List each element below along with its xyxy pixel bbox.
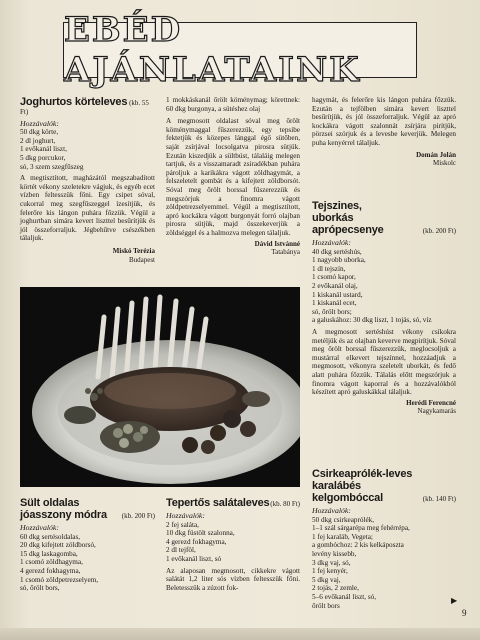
recipe-price: (kb. 200 Ft) [422, 227, 456, 235]
ingredient: 1 csomó zöldpetrezselyem, [20, 575, 99, 584]
recipe-instructions: A megmosott sertéshúst vékony csíkokra metéljük és az olajban keverve megpirítjuk. Sóval meg őrölt borssal fűszerezzük, meglocsoljuk a mustárral elkevert tejszínnel, hozzáadjuk a megmosott, vékonyra szeletelt uborkát, és fedő alatt puhára főzzük. Tálalás előtt megszórjuk a finomra vágott kaporral és a hozzávalókból készített apró galuskákkal tálaljuk. [312, 327, 456, 397]
recipe-title-line: aprópecsenye [312, 224, 384, 236]
ingredient: 2 evőkanál olaj, [312, 281, 358, 290]
ingredient: 5 dkg vaj, [312, 575, 341, 584]
ingredient: 5 dkg porcukor, [20, 153, 66, 162]
recipe-title-line: Csirkeaprólék-leves [312, 468, 413, 480]
ingredient: só, 3 szem szegfűszeg [20, 162, 84, 171]
ingredient: só, őrölt bors, [20, 584, 60, 593]
recipe-city: Budapest [128, 255, 155, 264]
ingredient: 60 dkg sertésoldalas, [20, 532, 81, 541]
ingredient: 1 dl tejszín, [312, 264, 346, 273]
recipe-price: (kb. 55 Ft) [20, 99, 149, 116]
page-number: 9 [462, 608, 467, 618]
recipe-price: (kb. 140 Ft) [422, 495, 456, 503]
section-title-box [63, 10, 417, 90]
recipe-title-line: jóasszony módra [20, 509, 107, 521]
ingredient: a gombóchoz: 2 kis kelkáposzta [312, 541, 404, 550]
recipe-price: (kb. 80 Ft) [270, 500, 300, 508]
recipe-sult-oldalas [20, 497, 155, 593]
recipe-title-line: kelgombóccal [312, 492, 383, 504]
recipe-title-line: Sült oldalas [20, 497, 80, 509]
ingredient: 1 csomó kapor, [312, 273, 356, 282]
dish-photo-illustration [20, 287, 300, 487]
ingredient: 50 dkg csirkeaprólék, [312, 515, 375, 524]
recipe-author: Herédi Ferencné [406, 398, 456, 407]
recipe-title: Joghurtos körteleves [20, 96, 128, 108]
ingredient: 2 dl joghurt, [20, 136, 56, 145]
recipe-tejszines-aprópecsenye [312, 200, 456, 416]
section-title: EBÉD AJÁNLATAINK [64, 10, 361, 90]
recipe-title: Tepertős salátaleves [166, 497, 270, 509]
recipe-csirkeaprolek-leves [312, 468, 456, 610]
recipe-city: Tatabánya [271, 248, 300, 257]
continue-arrow-icon: ▶ [451, 596, 458, 605]
ingredient: 4 gerezd fokhagyma, [20, 566, 81, 575]
ingredient: őrölt bors [312, 601, 340, 610]
ingredient: 1 kiskanál ecet, [312, 299, 357, 308]
ingredient: 1–1 szál sárgarépa meg fehérrépa, [312, 524, 410, 533]
ingredients-label: Hozzávalók: [312, 238, 351, 247]
recipe-author: Miskó Terézia [112, 246, 155, 255]
ingredient: 2 tojás, 2 zemle, [312, 584, 359, 593]
ingredient: levény kissebb, [312, 549, 357, 558]
ingredient: 20 dkg kifejtett zöldborsó, [20, 541, 96, 550]
ingredients-list [312, 248, 456, 325]
recipe-title-line: uborkás [312, 212, 354, 224]
ingredient: 4 gerezd fokhagyma, [166, 537, 227, 546]
ingredients-continued: 1 mokkáskanál őrölt köménymag; körettnek: 60 dkg burgonya, a sütéshez olaj [166, 96, 300, 113]
ingredient: 10 dkg füstölt szalonna, [166, 529, 235, 538]
ingredients-label: Hozzávalók: [20, 118, 59, 128]
dish-photo [20, 287, 300, 487]
ingredient: 1 fej kenyér, [312, 567, 348, 576]
ingredient: só, őrölt bors; [312, 307, 352, 316]
recipe-instructions: hagymát, és felerőre kis lángon puhára főzzük. Ezután a tejfölben simára kevert liszttel besűrítjük, és jól összeforraljuk. Végül az apró kockákra vágott szalonnát zsírjára pirítjük, pörzsei szórjuk és a levesbe keverjük. Melegen puha kenyérrel tálaljuk. [312, 96, 456, 147]
recipe-continued-top-right [312, 96, 456, 168]
ingredients-label: Hozzávalók: [312, 506, 351, 515]
ingredients-list [20, 533, 155, 593]
recipe-title-line: karalábés [312, 480, 361, 492]
recipe-author: Domán Jolán [416, 150, 456, 159]
ingredients-label: Hozzávalók: [166, 511, 205, 520]
ingredient: 5–6 evőkanál liszt, só, [312, 592, 377, 601]
ingredient: a galuskához: 30 dkg liszt, 1 tojás, só, víz [312, 316, 432, 325]
ingredient: 3 dkg vaj, só, [312, 558, 351, 567]
ingredients-label: Hozzávalók: [20, 523, 59, 532]
recipe-city: Miskolc [433, 159, 456, 168]
ingredient: 40 dkg sertéshús, [312, 247, 362, 256]
recipe-author: Dávid Istvánné [254, 239, 300, 248]
recipe-instructions: Az alaposan megmosott, cikkekre vágott salátát 1,2 liter sós vízben feltesszük főni. Beletesszük a zúzott fok- [166, 566, 300, 592]
ingredient: 50 dkg körte, [20, 128, 59, 137]
ingredient: 2 dl tejföl, [166, 546, 196, 555]
recipe-joghurtos-korteleves [20, 96, 155, 264]
ingredients-list [312, 516, 456, 611]
ingredient: 1 evőkanál liszt, só [166, 554, 222, 563]
recipe-title-line: Tejszines, [312, 200, 362, 212]
ingredient: 2 fej saláta, [166, 520, 199, 529]
recipe-instructions: A megmosott oldalast sóval meg őrölt köménymaggal fűszerezzük, egy tepsibe fektetjük és közepes lánggal égő sütőben, saját zsírjával locsolgatva pirosra sütjük. Ezután kiszedjük a sültbúst, tálaláig melegen tartjuk, és a visszamaradt zsiradékban puhára pároljuk a karikákra vágott zöldhagymát, a felszeletelt gombát és a kifejtett zöldborsót. Sóval meg őrölt borssal fűszerezzük és megszórjuk a finomra vágott zöldpetrezselyemmel. Végül a megtisztított, apró kockákra vágott burgonyát forró olajban pirosra sütjük, majd összekeverjük a zöldséggel és a halmozva melegen tálaljuk. [166, 117, 300, 237]
ingredient: 1 kiskanál ustard, [312, 290, 363, 299]
page-bottom-edge [0, 628, 480, 640]
ingredient: 1 nagyobb uborka, [312, 256, 366, 265]
ingredient: 1 evőkanál liszt, [20, 145, 67, 154]
recipe-instructions: A megtisztított, magházától megszabadított körtét vékony szeletekre vágjuk, és egyéb ecet vízben feltesszük főni. Egy csipet sóval, cukorral meg szegfűszeggel ízesítjük, és felerőre kis lángon puhára főzzük. Végül a joghurtban simára kevert liszttel besűrítjük és jól összeforraljuk. Jégbehűtve csészékben tálaljuk. [20, 174, 155, 243]
ingredients-list [166, 521, 300, 564]
ingredient: 1 fej karaláb, Vegeta; [312, 532, 373, 541]
recipe-price: (kb. 200 Ft) [121, 512, 155, 520]
recipe-city: Nagykamarás [417, 407, 456, 416]
ingredient: 1 csomó zöldhagyma, [20, 558, 83, 567]
recipe-sult-oldalas-continued [166, 96, 300, 257]
recipe-tepertos-salataleves [166, 497, 300, 592]
ingredients-list [20, 128, 155, 171]
ingredient: 15 dkg laskagomba, [20, 549, 78, 558]
